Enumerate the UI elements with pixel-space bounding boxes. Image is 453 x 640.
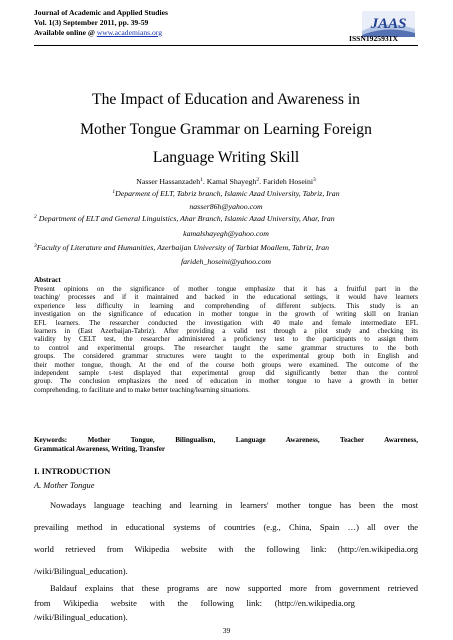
abstract-line: investigation on the significance of education in mother tongue in the growth of writing skill on Iranian bbox=[34, 310, 418, 319]
body-line: /wiki/Bilingual_education). bbox=[34, 566, 128, 576]
body-line: world retrieved from Wikipedia website with the following link: (http://en.wikipedia.org bbox=[34, 544, 418, 554]
page-number: 39 bbox=[222, 626, 231, 635]
header-rule bbox=[34, 45, 418, 46]
affiliation-3: $^3$Faculty of Literature and Humanities, Azerbaijan University of Tarbiat Moallem, Tabriz, Iran bbox=[34, 243, 329, 252]
logo-text: JAAS bbox=[370, 16, 407, 32]
journal-website-link[interactable]: www.academians.org bbox=[96, 28, 162, 37]
body-line: prevailing method in educational systems of countries (e.g., China, Spain …) all over the bbox=[34, 522, 418, 532]
abstract-line: Present opinions on the significance of mother tongue emphasize that it has a fruitful part in the bbox=[34, 285, 418, 293]
email-1: nasser86h@yahoo.com bbox=[189, 202, 263, 211]
issn: ISSN1925931X bbox=[349, 34, 398, 43]
abstract-line: group. The conclusion emphasizes the need of education in mother tongue to have a growth in better bbox=[34, 377, 418, 386]
paper-title-line-3: Language Writing Skill bbox=[152, 149, 300, 166]
body-line: Baldauf explains that these programs are now supported more from government retrieved bbox=[50, 583, 418, 593]
journal-name: Journal of Academic and Applied Studies bbox=[34, 8, 168, 17]
abstract-line: validity by CELT test, the researcher administered a proficiency test to the participants to assign them bbox=[34, 335, 418, 344]
abstract-line: to control and experimental groups. The researcher taught the same grammar structures to the both bbox=[34, 343, 418, 352]
abstract-heading: Abstract bbox=[34, 276, 61, 284]
abstract-line: teaching/ processes and if it maintained and backed in the educational settings, it would have learners bbox=[34, 293, 418, 302]
paper-title-line-1: The Impact of Education and Awareness in bbox=[92, 91, 360, 108]
affiliation-2: $^2$ Department of ELT and General Linguistics, Ahar Branch, Islamic Azad University, Ahar, Iran bbox=[34, 214, 335, 223]
affiliation-1: $^1$Deparment of ELT, Tabriz branch, Islamic Azad University, Tabriz, Iran bbox=[112, 189, 340, 198]
abstract-line: comprehending, to facilitate and to make better teaching/learning situations. bbox=[34, 385, 250, 394]
abstract-body bbox=[34, 285, 418, 394]
abstract-line: EFL learners. The researcher conducted the investigation with 40 male and female intermediate EFL bbox=[34, 318, 418, 327]
abstract-line: independent sample t-test displayed that experimental group did significantly better than the control bbox=[34, 369, 418, 378]
abstract-line: learners in (East Azerbaijan-Tabriz). After providing a valid test through a pilot study and checking its bbox=[34, 327, 418, 336]
paper-title-line-2: Mother Tongue Grammar on Learning Foreign bbox=[80, 121, 372, 138]
email-3: farideh_hoseini@yahoo.com bbox=[180, 257, 272, 266]
body-line: Nowadays language teaching and learning in learners' mother tongue has been the most bbox=[50, 500, 418, 510]
journal-volume: Vol. 1(3) September 2011, pp. 39-59 bbox=[34, 18, 149, 27]
keywords bbox=[34, 436, 418, 454]
journal-header bbox=[34, 8, 168, 38]
keywords-line: Keywords: Mother Tongue, Bilingualism, Language Awareness, Teacher Awareness, bbox=[34, 436, 418, 444]
journal-availability bbox=[34, 28, 168, 38]
abstract-line: groups. The considered grammar structures were taught to the experimental group both in English and bbox=[34, 352, 418, 361]
body-line: /wiki/Bilingual_education). bbox=[34, 612, 128, 622]
abstract-line: their mother tongue, though. At the end of the course both groups were examined. The outcome of the bbox=[34, 360, 418, 369]
abstract-line: experience less difficulty in learning and comprehending of different subjects. This study is an bbox=[34, 301, 418, 310]
subsection-heading: A. Mother Tongue bbox=[34, 481, 95, 490]
author-list: Nasser Hassanzadeh$^1$. Kamal Shayegh$^2$. Farideh Hoseini$^3$ bbox=[136, 177, 316, 186]
section-heading: I. INTRODUCTION bbox=[34, 466, 111, 476]
email-2: kamalshayegh@yahoo.com bbox=[183, 229, 269, 238]
keywords-line: Grammatical Awareness, Writing, Transfer bbox=[34, 445, 166, 453]
available-prefix: Available online @ bbox=[34, 28, 97, 37]
body-line: from Wikipedia website with the following link: (http://en.wikipedia.org bbox=[34, 598, 355, 608]
